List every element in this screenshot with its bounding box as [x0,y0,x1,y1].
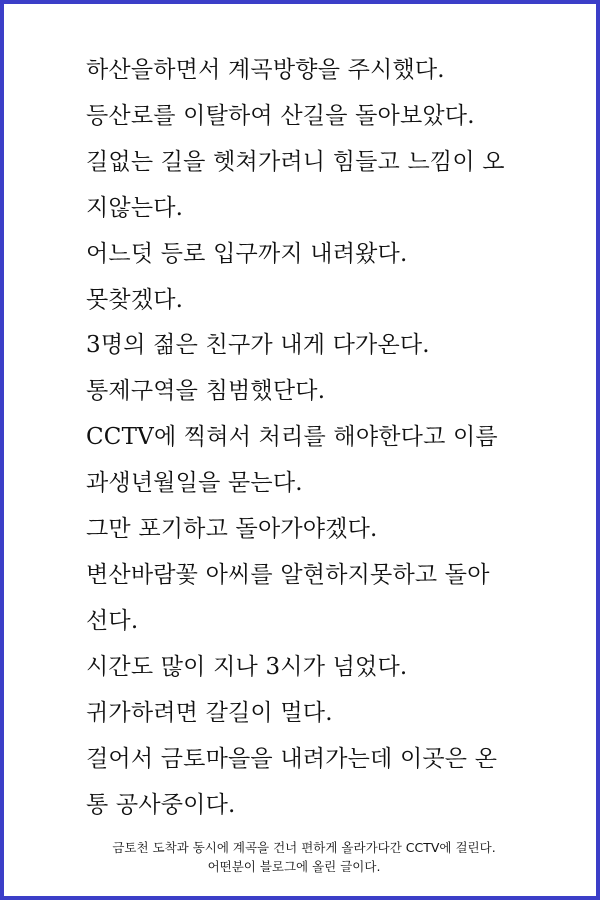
poem-line: 걸어서 금토마을을 내려가는데 이곳은 온 [86,745,498,772]
poem-line: 지않는다. [86,194,184,221]
poem-line: 3명의 젊은 친구가 내게 다가온다. [86,332,430,359]
poem-line: 그만 포기하고 돌아가야겠다. [86,516,378,543]
poem-line: 선다. [86,607,139,634]
poem-line: CCTV에 찍혀서 처리를 해야한다고 이름 [86,424,498,451]
poem-line: 과생년월일을 묻는다. [86,470,303,497]
poem-line: 등산로를 이탈하여 산길을 돌아보았다. [86,102,475,129]
caption-line-2: 어떤분이 블로그에 올린 글이다. [207,859,381,874]
poem-line: 못찾겠다. [86,286,184,313]
caption-line-1: 금토천 도착과 동시에 계곡을 건너 편하게 올라가다간 CCTV에 걸린다. [112,840,496,855]
poem-line: 귀가하려면 갈길이 멀다. [86,699,333,726]
poem-text-block [86,48,556,828]
poem-line: 길없는 길을 헷쳐가려니 힘들고 느낌이 오 [86,148,505,175]
poem-line: 변산바람꽃 아씨를 알현하지못하고 돌아 [86,561,490,588]
poem-line: 하산을하면서 계곡방향을 주시했다. [86,57,445,83]
poem-line: 어느덧 등로 입구까지 내려왔다. [86,240,408,267]
poem-line: 통 공사중이다. [86,791,236,818]
poem-line: 시간도 많이 지나 3시가 넘었다. [86,653,408,680]
caption [4,838,600,876]
poem-line: 통제구역을 침범했단다. [86,378,326,405]
